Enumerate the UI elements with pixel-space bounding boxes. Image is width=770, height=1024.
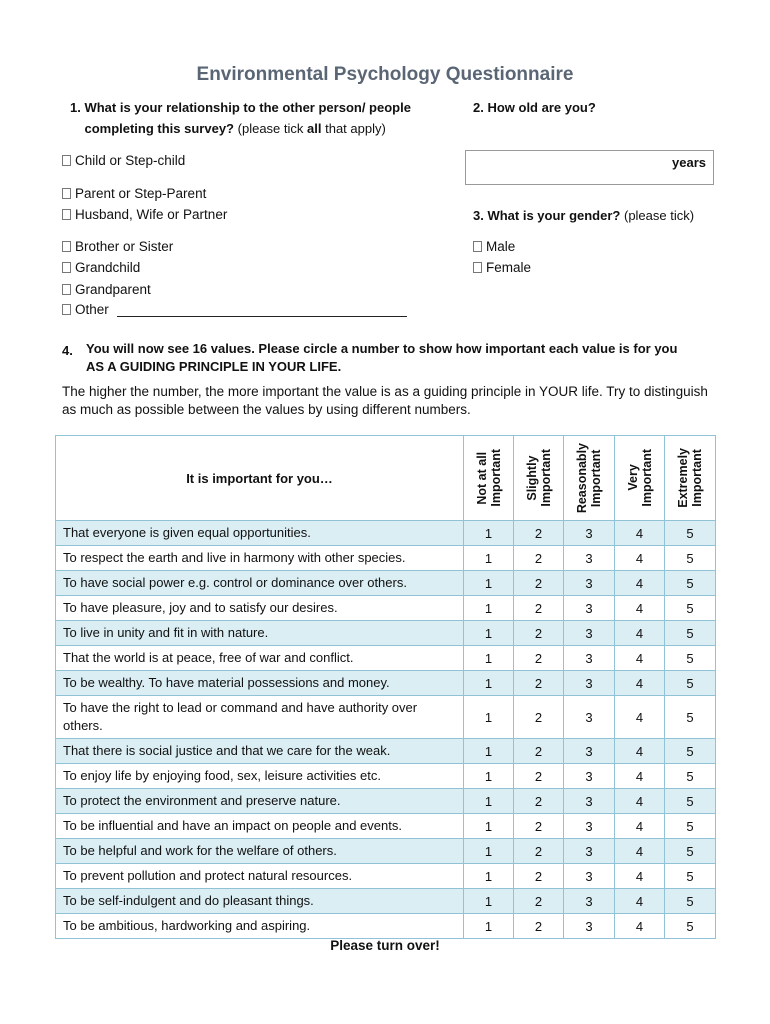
rating-option-5[interactable]: 5 [665,889,716,914]
table-row [56,646,716,671]
table-row [56,739,716,764]
checkbox[interactable] [62,241,71,252]
rating-option-5[interactable]: 5 [665,814,716,839]
rating-option-1[interactable]: 1 [464,546,514,571]
option-male[interactable] [473,239,515,254]
option-grandparent[interactable] [62,282,151,297]
rating-option-2[interactable]: 2 [514,914,564,939]
rating-option-1[interactable]: 1 [464,789,514,814]
checkbox[interactable] [473,262,482,273]
rating-option-5[interactable]: 5 [665,621,716,646]
rating-option-3[interactable]: 3 [564,671,615,696]
rating-option-1[interactable]: 1 [464,764,514,789]
rating-option-5[interactable]: 5 [665,571,716,596]
rating-option-1[interactable]: 1 [464,839,514,864]
option-label: Brother or Sister [75,239,174,254]
table-row [56,889,716,914]
rating-option-1[interactable]: 1 [464,739,514,764]
scale-label: Very Important [625,449,654,507]
option-label: Grandchild [75,260,141,275]
rating-option-4[interactable]: 4 [615,521,665,546]
question-4-number: 4. [62,343,73,358]
rating-option-2[interactable]: 2 [514,789,564,814]
question-4-line1: You will now see 16 values. Please circle a number to show how important each value is for you [86,341,678,356]
table-row [56,839,716,864]
value-statement: To prevent pollution and protect natural resources. [56,864,464,889]
rating-option-5[interactable]: 5 [665,839,716,864]
table-row [56,571,716,596]
table-row [56,764,716,789]
option-label: Husband, Wife or Partner [75,207,228,222]
scale-header [514,436,564,521]
question-1-note-bold: all [307,121,322,136]
rating-option-1[interactable]: 1 [464,621,514,646]
rating-option-4[interactable]: 4 [615,914,665,939]
age-unit: years [672,155,706,170]
rating-option-5[interactable]: 5 [665,696,716,739]
value-statement: To have the right to lead or command and have authority over others. [56,696,464,739]
rating-option-5[interactable]: 5 [665,764,716,789]
scale-header [615,436,665,521]
rating-option-4[interactable]: 4 [615,696,665,739]
rating-option-3[interactable]: 3 [564,596,615,621]
rating-option-1[interactable]: 1 [464,596,514,621]
table-row [56,814,716,839]
rating-option-2[interactable]: 2 [514,739,564,764]
checkbox[interactable] [62,262,71,273]
rating-option-4[interactable]: 4 [615,839,665,864]
question-2-text: 2. How old are you? [473,100,596,115]
rating-option-2[interactable]: 2 [514,864,564,889]
rating-option-1[interactable]: 1 [464,864,514,889]
option-sibling[interactable] [62,239,173,254]
checkbox[interactable] [62,304,71,315]
rating-option-5[interactable]: 5 [665,596,716,621]
values-table [55,435,716,939]
value-statement: That everyone is given equal opportunities. [56,521,464,546]
rating-option-1[interactable]: 1 [464,646,514,671]
rating-option-4[interactable]: 4 [615,814,665,839]
table-row [56,546,716,571]
rating-option-3[interactable]: 3 [564,696,615,739]
scale-label: Reasonably Important [575,442,603,514]
scale-label: Slightly Important [524,449,553,507]
question-1-note-post: that apply) [321,121,386,136]
rating-option-1[interactable]: 1 [464,889,514,914]
rating-option-3[interactable]: 3 [564,889,615,914]
value-statement: To have social power e.g. control or dominance over others. [56,571,464,596]
table-header-label: It is important for you… [56,436,464,521]
rating-option-1[interactable]: 1 [464,914,514,939]
rating-option-1[interactable]: 1 [464,671,514,696]
rating-option-4[interactable]: 4 [615,764,665,789]
option-label: Female [486,260,532,275]
table-row [56,596,716,621]
other-write-in-line[interactable] [117,302,407,317]
rating-option-4[interactable]: 4 [615,546,665,571]
option-label: Parent or Step-Parent [75,186,207,201]
table-row [56,864,716,889]
rating-option-2[interactable]: 2 [514,671,564,696]
scale-header [665,436,716,521]
value-statement: To respect the earth and live in harmony with other species. [56,546,464,571]
table-row [56,621,716,646]
option-parent[interactable] [62,186,206,201]
rating-option-5[interactable]: 5 [665,646,716,671]
instructions: The higher the number, the more important the value is as a guiding principle in YOUR life. Try to distinguish as much as possible between the values by using different numbers. [62,384,708,417]
question-1 [70,97,450,139]
rating-option-2[interactable]: 2 [514,764,564,789]
rating-option-4[interactable]: 4 [615,789,665,814]
rating-option-2[interactable]: 2 [514,646,564,671]
question-3-note: (please tick) [623,208,695,223]
table-row [56,789,716,814]
table-row [56,671,716,696]
rating-option-1[interactable]: 1 [464,696,514,739]
option-other[interactable] [62,302,407,317]
rating-option-3[interactable]: 3 [564,621,615,646]
checkbox[interactable] [62,188,71,199]
value-statement: To enjoy life by enjoying food, sex, leisure activities etc. [56,764,464,789]
rating-option-2[interactable]: 2 [514,889,564,914]
rating-option-5[interactable]: 5 [665,789,716,814]
rating-option-2[interactable]: 2 [514,814,564,839]
option-female[interactable] [473,260,531,275]
rating-option-5[interactable]: 5 [665,864,716,889]
value-statement: To protect the environment and preserve nature. [56,789,464,814]
rating-option-1[interactable]: 1 [464,571,514,596]
checkbox[interactable] [62,209,71,220]
table-row [56,914,716,939]
option-grandchild[interactable] [62,260,140,275]
value-statement: To have pleasure, joy and to satisfy our desires. [56,596,464,621]
rating-option-4[interactable]: 4 [615,646,665,671]
rating-option-2[interactable]: 2 [514,839,564,864]
rating-option-4[interactable]: 4 [615,864,665,889]
question-1-number: 1. [70,100,81,115]
rating-option-3[interactable]: 3 [564,839,615,864]
checkbox[interactable] [62,284,71,295]
rating-option-2[interactable]: 2 [514,596,564,621]
rating-option-4[interactable]: 4 [615,571,665,596]
value-statement: That the world is at peace, free of war and conflict. [56,646,464,671]
checkbox[interactable] [62,155,71,166]
rating-option-2[interactable]: 2 [514,696,564,739]
rating-option-4[interactable]: 4 [615,739,665,764]
page-title: Environmental Psychology Questionnaire [196,64,574,85]
age-input[interactable] [465,150,714,185]
rating-option-4[interactable]: 4 [615,596,665,621]
table-row [56,521,716,546]
option-partner[interactable] [62,207,227,222]
question-4-line2: AS A GUIDING PRINCIPLE IN YOUR LIFE. [86,359,342,374]
question-4 [62,340,722,376]
rating-option-3[interactable]: 3 [564,764,615,789]
option-child[interactable] [62,153,185,168]
rating-option-2[interactable]: 2 [514,621,564,646]
scale-label: Extremely Important [676,448,704,508]
scale-header [464,436,514,521]
scale-label: Not at all Important [474,449,503,507]
question-1-note-pre: (please tick [237,121,308,136]
rating-option-5[interactable]: 5 [665,671,716,696]
rating-option-4[interactable]: 4 [615,621,665,646]
rating-option-3[interactable]: 3 [564,814,615,839]
rating-option-1[interactable]: 1 [464,521,514,546]
rating-option-3[interactable]: 3 [564,646,615,671]
turn-over-note: Please turn over! [330,938,440,953]
checkbox[interactable] [473,241,482,252]
rating-option-4[interactable]: 4 [615,889,665,914]
rating-option-3[interactable]: 3 [564,789,615,814]
rating-option-5[interactable]: 5 [665,914,716,939]
scale-header [564,436,615,521]
value-statement: That there is social justice and that we care for the weak. [56,739,464,764]
rating-option-4[interactable]: 4 [615,671,665,696]
rating-option-3[interactable]: 3 [564,864,615,889]
option-label: Male [486,239,516,254]
table-row [56,696,716,739]
rating-option-3[interactable]: 3 [564,521,615,546]
value-statement: To be wealthy. To have material possessions and money. [56,671,464,696]
value-statement: To be self-indulgent and do pleasant things. [56,889,464,914]
value-statement: To be helpful and work for the welfare of others. [56,839,464,864]
rating-option-1[interactable]: 1 [464,814,514,839]
rating-option-5[interactable]: 5 [665,521,716,546]
question-3 [473,205,694,226]
rating-option-3[interactable]: 3 [564,739,615,764]
rating-option-5[interactable]: 5 [665,546,716,571]
rating-option-2[interactable]: 2 [514,546,564,571]
option-label: Child or Step-child [75,153,186,168]
rating-option-2[interactable]: 2 [514,521,564,546]
rating-option-3[interactable]: 3 [564,914,615,939]
value-statement: To be influential and have an impact on people and events. [56,814,464,839]
option-label: Grandparent [75,282,151,297]
value-statement: To live in unity and fit in with nature. [56,621,464,646]
rating-option-3[interactable]: 3 [564,546,615,571]
question-3-text: 3. What is your gender? [473,208,621,223]
rating-option-2[interactable]: 2 [514,571,564,596]
rating-option-3[interactable]: 3 [564,571,615,596]
option-label: Other [75,302,109,317]
value-statement: To be ambitious, hardworking and aspiring. [56,914,464,939]
question-1-text: What is your relationship to the other person/ people completing this survey? [84,100,411,136]
rating-option-5[interactable]: 5 [665,739,716,764]
